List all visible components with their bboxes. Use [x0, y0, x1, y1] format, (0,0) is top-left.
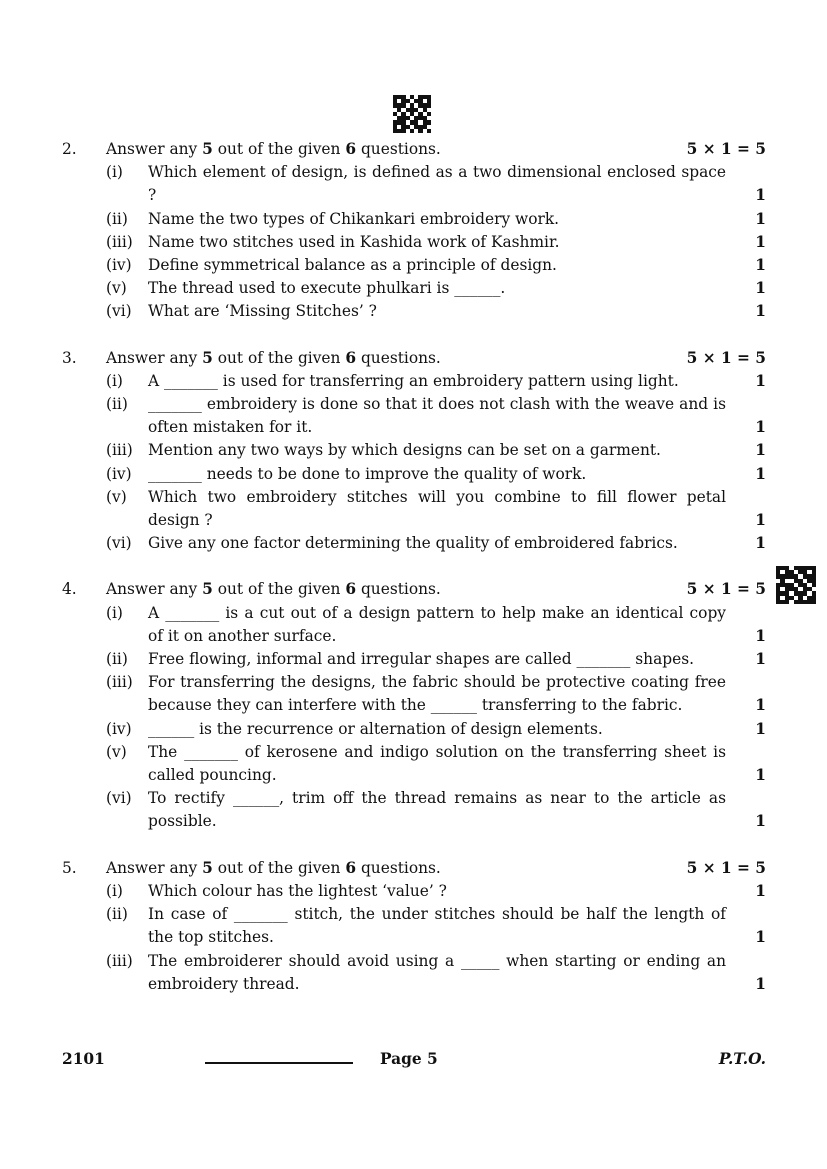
sub-question-numeral: (iii) — [106, 951, 133, 970]
sub-question-marks: 1 — [755, 812, 766, 831]
sub-question-text: _______ embroidery is done so that it does not clash with the weave and is often mistaken for it. — [148, 395, 726, 437]
sub-question — [62, 370, 766, 393]
sub-question-text: Name the two types of Chikankari embroidery work. — [148, 209, 560, 228]
question-marks: 5 × 1 = 5 — [686, 140, 766, 158]
sub-question — [62, 208, 766, 231]
sub-question — [62, 718, 766, 741]
sub-question-numeral: (v) — [106, 279, 127, 298]
sub-question-numeral: (ii) — [106, 395, 128, 414]
question-number: 4. — [62, 580, 77, 599]
qr-code-top-pattern — [393, 95, 431, 133]
sub-question-numeral: (ii) — [106, 209, 128, 228]
sub-question-numeral: (iii) — [106, 441, 133, 460]
qr-code-side-pattern — [776, 566, 816, 604]
sub-question-text: Which colour has the lightest ‘value’ ? — [148, 881, 447, 900]
sub-question-text: Mention any two ways by which designs can be set on a garment. — [148, 441, 661, 460]
sub-question-numeral: (iv) — [106, 256, 132, 275]
qr-code-top — [393, 95, 431, 133]
sub-question-marks: 1 — [755, 464, 766, 483]
sub-question-marks: 1 — [755, 186, 766, 205]
page-number: Page 5 — [380, 1050, 438, 1068]
sub-question-text: What are ‘Missing Stitches’ ? — [148, 302, 377, 321]
sub-question-marks: 1 — [755, 441, 766, 460]
question-instruction: Answer any 5 out of the given 6 questions. — [106, 140, 441, 158]
sub-question-numeral: (i) — [106, 163, 123, 182]
sub-question-text: Define symmetrical balance as a principle of design. — [148, 256, 557, 275]
question-5 — [62, 857, 766, 996]
question-marks: 5 × 1 = 5 — [686, 858, 766, 877]
sub-question — [62, 532, 766, 555]
sub-question — [62, 161, 766, 207]
question-number: 2. — [62, 140, 77, 158]
question-number: 3. — [62, 348, 77, 367]
sub-question-marks: 1 — [755, 371, 766, 390]
sub-question-text: The _______ of kerosene and indigo solution on the transferring sheet is called pouncing. — [148, 742, 726, 785]
sub-question-marks: 1 — [755, 696, 766, 715]
sub-question-marks: 1 — [755, 209, 766, 228]
question-list — [62, 138, 766, 1019]
sub-question-numeral: (iv) — [106, 464, 132, 483]
sub-question-numeral: (v) — [106, 742, 127, 761]
sub-question — [62, 254, 766, 277]
qr-code-side — [776, 566, 816, 604]
sub-question-marks: 1 — [755, 418, 766, 437]
sub-question-numeral: (iv) — [106, 719, 132, 738]
sub-question-text: Free flowing, informal and irregular shapes are called _______ shapes. — [148, 650, 695, 669]
page-footer — [62, 1050, 766, 1074]
question-instruction: Answer any 5 out of the given 6 questions. — [106, 348, 441, 367]
sub-question-marks: 1 — [755, 511, 766, 530]
question-header — [62, 578, 766, 601]
sub-question-text: In case of _______ stitch, the under stitches should be half the length of the top stitches. — [148, 905, 726, 947]
question-marks: 5 × 1 = 5 — [686, 580, 766, 599]
sub-question-marks: 1 — [755, 974, 766, 993]
sub-question-text: Name two stitches used in Kashida work of Kashmir. — [148, 232, 560, 251]
sub-question-text: To rectify ______, trim off the thread remains as near to the article as possible. — [148, 789, 726, 831]
sub-question — [62, 231, 766, 254]
sub-question-numeral: (i) — [106, 603, 123, 622]
question-header — [62, 857, 766, 880]
sub-question-numeral: (iii) — [106, 673, 133, 692]
footer-divider — [205, 1062, 353, 1064]
sub-question-text: For transferring the designs, the fabric should be protective coating free because they can interfere with the ______ transferring to the fabric. — [148, 673, 726, 715]
sub-question-text: A _______ is a cut out of a design pattern to help make an identical copy of it on another surface. — [148, 603, 726, 645]
sub-question-text: Which two embroidery stitches will you combine to fill flower petal design ? — [148, 487, 726, 530]
sub-question-text: Give any one factor determining the quality of embroidered fabrics. — [148, 534, 678, 553]
sub-question — [62, 787, 766, 833]
question-3 — [62, 347, 766, 556]
sub-question — [62, 950, 766, 996]
sub-question-numeral: (i) — [106, 881, 123, 900]
sub-question-marks: 1 — [755, 650, 766, 669]
sub-question-numeral: (v) — [106, 487, 127, 506]
sub-question-text: ______ is the recurrence or alternation of design elements. — [148, 719, 603, 738]
sub-question-marks: 1 — [755, 928, 766, 947]
sub-question-marks: 1 — [755, 719, 766, 738]
sub-question-numeral: (vi) — [106, 302, 132, 321]
sub-question-marks: 1 — [755, 256, 766, 275]
question-number: 5. — [62, 858, 77, 877]
sub-question — [62, 741, 766, 787]
sub-question — [62, 439, 766, 462]
question-header — [62, 347, 766, 370]
sub-question — [62, 903, 766, 949]
sub-question-text: The embroiderer should avoid using a _____ when starting or ending an embroidery thread. — [148, 951, 726, 993]
question-2 — [62, 138, 766, 324]
sub-question-numeral: (ii) — [106, 650, 128, 669]
sub-question — [62, 880, 766, 903]
question-header — [62, 138, 766, 161]
sub-question-marks: 1 — [755, 766, 766, 785]
sub-question — [62, 671, 766, 717]
sub-question — [62, 463, 766, 486]
sub-question-marks: 1 — [755, 534, 766, 553]
sub-question — [62, 486, 766, 532]
sub-question — [62, 602, 766, 648]
sub-question-text: Which element of design, is defined as a two dimensional enclosed space ? — [148, 163, 726, 205]
sub-question-text: The thread used to execute phulkari is ______. — [148, 279, 506, 298]
paper-code: 2101 — [62, 1050, 105, 1068]
question-instruction: Answer any 5 out of the given 6 questions. — [106, 580, 441, 599]
sub-question — [62, 648, 766, 671]
question-4 — [62, 578, 766, 833]
please-turn-over: P.T.O. — [718, 1050, 766, 1068]
sub-question-numeral: (iii) — [106, 232, 133, 251]
sub-question-text: _______ needs to be done to improve the quality of work. — [148, 464, 587, 483]
sub-question-numeral: (vi) — [106, 534, 132, 553]
sub-question — [62, 277, 766, 300]
sub-question-marks: 1 — [755, 232, 766, 251]
sub-question-marks: 1 — [755, 279, 766, 298]
sub-question-marks: 1 — [755, 881, 766, 900]
question-instruction: Answer any 5 out of the given 6 questions. — [106, 858, 441, 877]
sub-question-text: A _______ is used for transferring an embroidery pattern using light. — [148, 371, 679, 390]
sub-question-numeral: (vi) — [106, 789, 132, 808]
question-marks: 5 × 1 = 5 — [686, 348, 766, 367]
sub-question — [62, 393, 766, 439]
sub-question-marks: 1 — [755, 302, 766, 321]
sub-question-numeral: (i) — [106, 371, 123, 390]
sub-question-numeral: (ii) — [106, 905, 128, 924]
sub-question — [62, 300, 766, 323]
sub-question-marks: 1 — [755, 626, 766, 645]
